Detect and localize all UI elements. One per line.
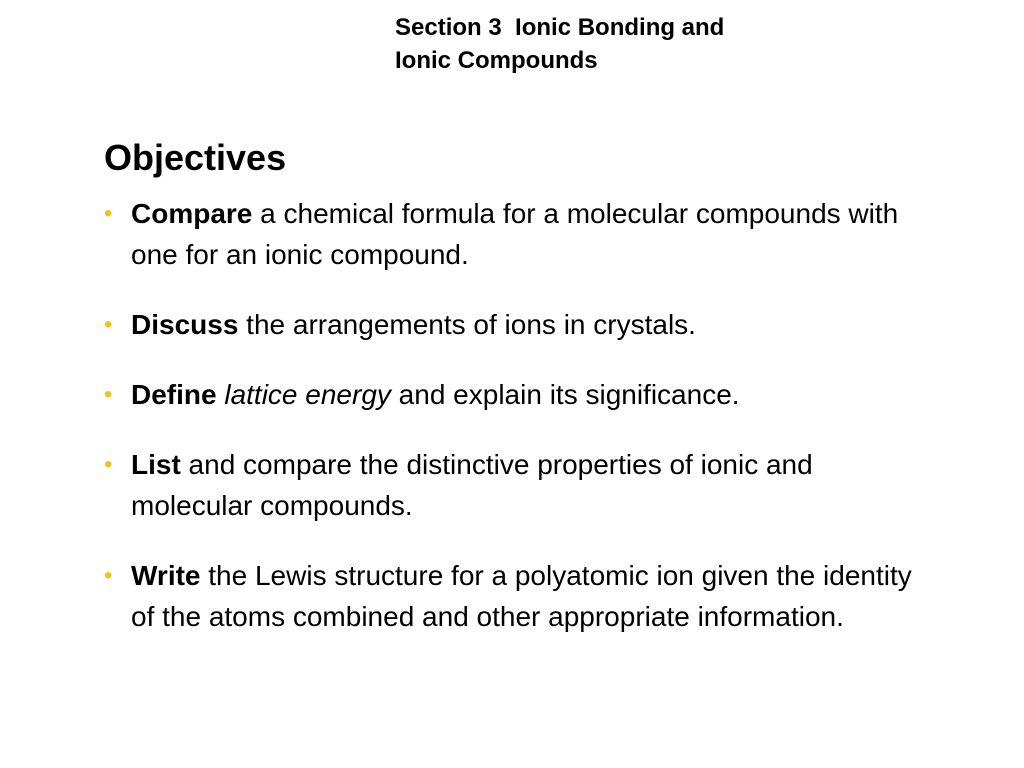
objective-term: lattice energy [224,379,391,410]
objective-text: and explain its significance. [390,379,740,410]
section-header-line-2: Ionic Compounds [395,47,598,74]
objective-verb: Compare [131,198,253,229]
objective-list [104,444,924,526]
objectives-list [104,193,924,637]
objective-verb: List [131,449,181,480]
section-header [395,11,815,77]
bullet-icon: • [104,562,113,589]
objective-verb: Define [131,379,217,410]
objective-text: and compare the distinctive properties of ionic and molecular compounds. [131,449,813,521]
objective-define [104,374,924,415]
bullet-icon: • [104,381,113,408]
objective-text: the Lewis structure for a polyatomic ion given the identity of the atoms combined and other appropriate information. [131,560,912,632]
slide-title: Objectives [104,137,287,178]
bullet-icon: • [104,451,113,478]
objective-discuss [104,304,924,345]
objective-verb: Discuss [131,309,239,340]
section-header-line-1: Section 3 Ionic Bonding and [395,14,725,41]
bullet-icon: • [104,311,113,338]
objective-text: a chemical formula for a molecular compounds with one for an ionic compound. [131,198,899,270]
objective-text: the arrangements of ions in crystals. [238,309,696,340]
bullet-icon: • [104,200,113,227]
objective-write [104,555,924,637]
objective-verb: Write [131,560,201,591]
objective-compare [104,193,924,275]
